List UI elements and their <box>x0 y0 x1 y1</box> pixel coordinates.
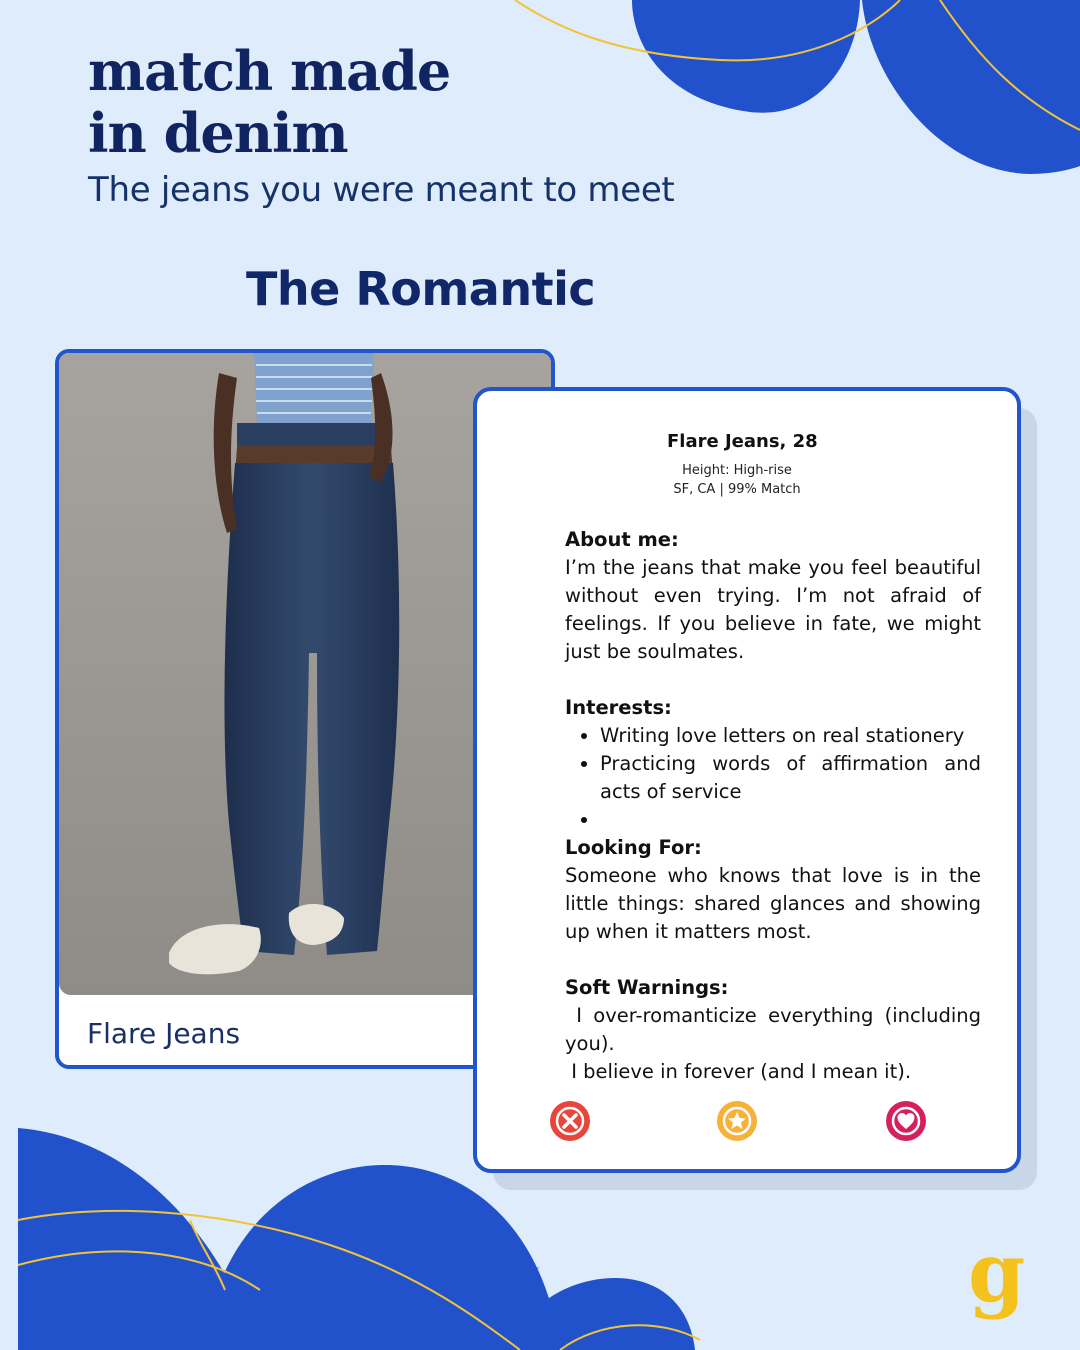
persona-title: The Romantic <box>246 262 596 316</box>
like-button[interactable] <box>884 1099 928 1143</box>
profile-body <box>565 526 988 1086</box>
soft-warnings-heading: Soft Warnings: <box>565 976 729 999</box>
profile-height: Height: High-rise <box>682 463 792 478</box>
profile-card <box>473 387 1021 1173</box>
looking-for-text: Someone who knows that love is in the little things: shared glances and showing up when it matters most. <box>565 864 981 943</box>
looking-for-heading: Looking For: <box>565 836 702 859</box>
pass-button[interactable] <box>548 1099 592 1143</box>
heart-icon <box>884 1099 928 1143</box>
super-like-button[interactable] <box>715 1099 759 1143</box>
profile-location-match: SF, CA | 99% Match <box>673 482 801 497</box>
page-subheadline: The jeans you were meant to meet <box>88 170 675 210</box>
star-icon <box>715 1099 759 1143</box>
about-heading: About me: <box>565 528 679 551</box>
profile-name: Flare Jeans, 28 <box>667 431 818 452</box>
interest-item: • Writing love letters on real stationery <box>600 722 981 750</box>
page-headline <box>88 40 450 164</box>
interests-list <box>565 722 981 834</box>
headline-line-1: match made <box>88 39 451 103</box>
about-text: I’m the jeans that make you feel beautiful without even trying. I’m not afraid of feelings. If you believe in fate, we might just be soulmates. <box>565 556 981 663</box>
sparkle-icon <box>514 1254 542 1282</box>
interest-item <box>600 806 981 834</box>
soft-warning-item: I over-romanticize everything (including you). <box>565 1004 988 1055</box>
headline-line-2: in denim <box>88 101 348 165</box>
close-icon <box>548 1099 592 1143</box>
soft-warning-item: I believe in forever (and I mean it). <box>565 1060 912 1083</box>
product-caption: Flare Jeans <box>87 1017 241 1050</box>
profile-meta <box>477 461 997 499</box>
brand-logo: g <box>968 1225 1026 1321</box>
interest-item: • Practicing words of affirmation and acts of service <box>600 750 981 806</box>
interests-heading: Interests: <box>565 696 672 719</box>
